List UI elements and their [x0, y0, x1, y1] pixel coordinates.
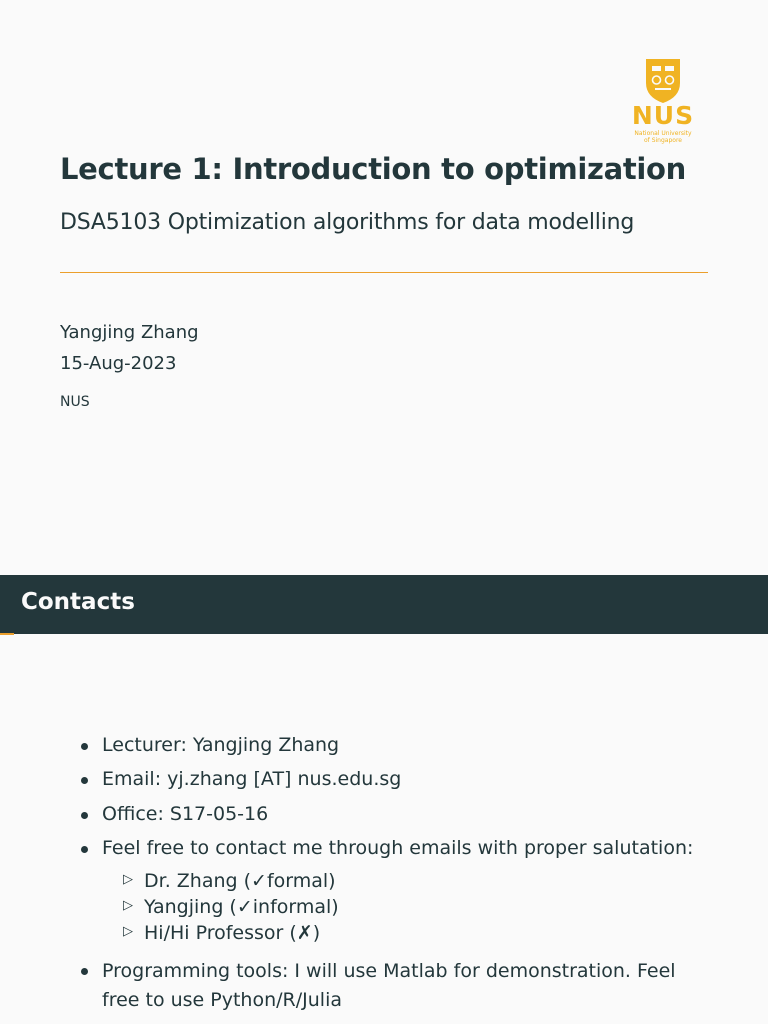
logo-tagline-line2: of Singapore [644, 137, 682, 144]
institute: NUS [60, 394, 90, 410]
frame-header [0, 575, 768, 634]
logo-wordmark: NUS [631, 101, 695, 130]
nus-logo [630, 57, 696, 147]
frame-title: Contacts [21, 589, 135, 615]
list-item [102, 768, 401, 790]
bullet-icon [81, 777, 88, 784]
list-item [102, 837, 693, 859]
list-item-text: Feel free to contact me through emails with proper salutation: [102, 837, 694, 859]
author-name: Yangjing Zhang [60, 322, 199, 343]
logo-tagline [630, 130, 696, 144]
slide-subtitle: DSA5103 Optimization algorithms for data modelling [60, 210, 635, 235]
triangle-bullet-icon: ▷ [123, 898, 133, 913]
sub-list-item-text: Dr. Zhang (✓formal) [144, 870, 336, 892]
title-divider [60, 272, 708, 273]
sub-list-item-text: Hi/Hi Professor (✗) [144, 922, 321, 944]
list-item-text: Office: S17-05-16 [102, 803, 269, 825]
bullet-icon [81, 812, 88, 819]
list-item [102, 957, 712, 1015]
slide-title: Lecture 1: Introduction to optimization [60, 152, 687, 186]
bullet-icon [81, 968, 88, 975]
triangle-bullet-icon: ▷ [123, 924, 133, 939]
list-item-text: Email: yj.zhang [AT] nus.edu.sg [102, 768, 402, 790]
sub-list-item [123, 870, 336, 892]
sub-list-item [123, 922, 321, 944]
list-item [102, 803, 268, 825]
list-item-text: Lecturer: Yangjing Zhang [102, 734, 340, 756]
presentation-date: 15-Aug-2023 [60, 353, 177, 374]
bullet-icon [81, 743, 88, 750]
contacts-content [0, 634, 768, 1024]
triangle-bullet-icon: ▷ [123, 872, 133, 887]
logo-tagline-line1: National University [634, 130, 692, 137]
list-item-text: Programming tools: I will use Matlab for demonstration. Feel free to use Python/R/Julia [102, 960, 676, 1011]
bullet-icon [81, 846, 88, 853]
sub-list-item-text: Yangjing (✓informal) [144, 896, 339, 918]
list-item [102, 734, 339, 756]
sub-list-item [123, 896, 339, 918]
